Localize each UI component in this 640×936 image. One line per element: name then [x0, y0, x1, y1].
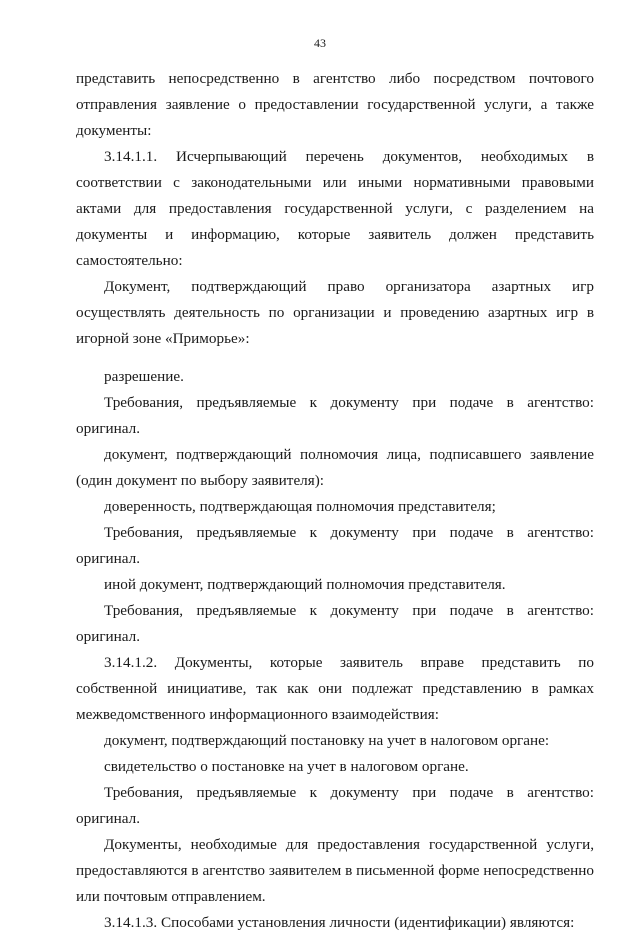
paragraph-tax-document: документ, подтверждающий постановку на учет в налоговом органе: — [104, 732, 550, 749]
paragraph-3-14-1-1: 3.14.1.1. Исчерпывающий перечень документов, необходимых в соответствии с законодательными или иными нормативными правовыми актами для предоставления государственной услуги, с разделением на документы и информацию, которые заявитель должен представить самостоятельно: — [76, 148, 594, 269]
paragraph-power-of-attorney: доверенность, подтверждающая полномочия представителя; — [104, 498, 496, 515]
paragraph-requirements: Требования, предъявляемые к документу при подаче в агентство: оригинал. — [76, 524, 594, 567]
paragraph-tax-certificate: свидетельство о постановке на учет в налоговом органе. — [104, 758, 469, 775]
paragraph-3-14-1-3: 3.14.1.3. Способами установления личности (идентификации) являются: — [104, 914, 575, 931]
paragraph-submission-form: Документы, необходимые для предоставления государственной услуги, предоставляются в агентство заявителем в письменной форме непосредственно или почтовым отправлением. — [76, 836, 594, 905]
paragraph-3-14-1-2: 3.14.1.2. Документы, которые заявитель вправе представить по собственной инициативе, так как они подлежат представлению в рамках межведомственного информационного взаимодействия: — [76, 654, 594, 723]
document-body — [76, 66, 594, 936]
paragraph-intro: представить непосредственно в агентство либо посредством почтового отправления заявление о предоставлении государственной услуги, а также документы: — [76, 70, 594, 139]
paragraph-requirements: Требования, предъявляемые к документу при подаче в агентство: оригинал. — [76, 394, 594, 437]
paragraph-requirements: Требования, предъявляемые к документу при подаче в агентство: оригинал. — [76, 784, 594, 827]
page-number: 43 — [314, 36, 326, 50]
paragraph-other-document: иной документ, подтверждающий полномочия представителя. — [104, 576, 506, 593]
paragraph-permit-document: Документ, подтверждающий право организатора азартных игр осуществлять деятельность по организации и проведению азартных игр в игорной зоне «Приморье»: — [76, 278, 594, 347]
paragraph-authority-document: документ, подтверждающий полномочия лица, подписавшего заявление (один документ по выбору заявителя): — [76, 446, 594, 489]
paragraph-permit: разрешение. — [104, 368, 184, 385]
paragraph-requirements: Требования, предъявляемые к документу при подаче в агентство: оригинал. — [76, 602, 594, 645]
